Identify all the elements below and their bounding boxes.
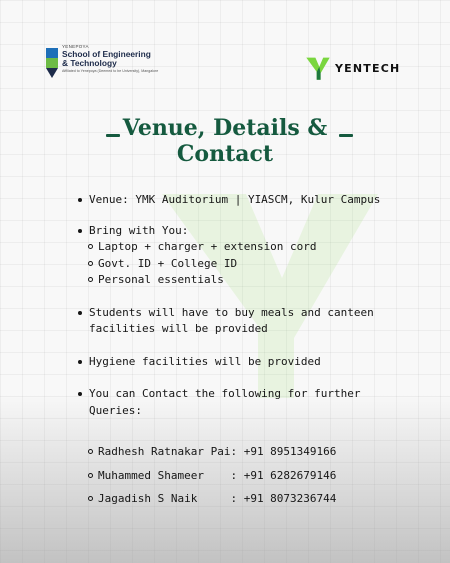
details-list xyxy=(78,192,418,508)
page-title-line2: Contact xyxy=(176,141,274,167)
brand-name: YENTECH xyxy=(335,61,401,75)
school-crest-icon xyxy=(46,48,58,78)
title-dash-right xyxy=(339,134,353,137)
venue-item: Venue: YMK Auditorium | YIASCM, Kulur Campus xyxy=(78,192,418,209)
title-dash-left xyxy=(106,134,120,137)
page-title-line1: Venue, Details & xyxy=(122,115,328,141)
school-logo xyxy=(46,44,158,78)
school-affiliation: Affiliated to Yenepoya (Deemed to be University), Mangalore xyxy=(62,69,159,73)
title-block xyxy=(0,115,450,167)
bring-item: Laptop + charger + extension cord xyxy=(78,239,418,256)
contact-line1: You can Contact the following for further xyxy=(89,387,361,400)
contact-item xyxy=(78,386,418,419)
contact-person: Jagadish S Naik : +91 8073236744 xyxy=(78,491,418,508)
meals-line1: Students will have to buy meals and canteen xyxy=(89,305,374,319)
contact-line2: Queries: xyxy=(89,403,142,417)
meals-item xyxy=(78,305,418,338)
contact-person: Muhammed Shameer : +91 6282679146 xyxy=(78,468,418,485)
meals-line2: facilities will be provided xyxy=(89,322,268,335)
school-name-line2: & Technology xyxy=(62,58,117,68)
bring-item: Personal essentials xyxy=(78,272,418,289)
bring-item: Govt. ID + College ID xyxy=(78,256,418,273)
hygiene-item: Hygiene facilities will be provided xyxy=(78,354,418,371)
yentech-mark-icon xyxy=(305,55,331,81)
bring-heading: Bring with You: xyxy=(78,223,418,240)
school-brand-word: YENEPOYA xyxy=(62,44,89,49)
contact-person: Radhesh Ratnakar Pai: +91 8951349166 xyxy=(78,444,418,461)
school-name-line1: School of Engineering xyxy=(62,49,151,59)
yentech-logo xyxy=(305,55,400,81)
